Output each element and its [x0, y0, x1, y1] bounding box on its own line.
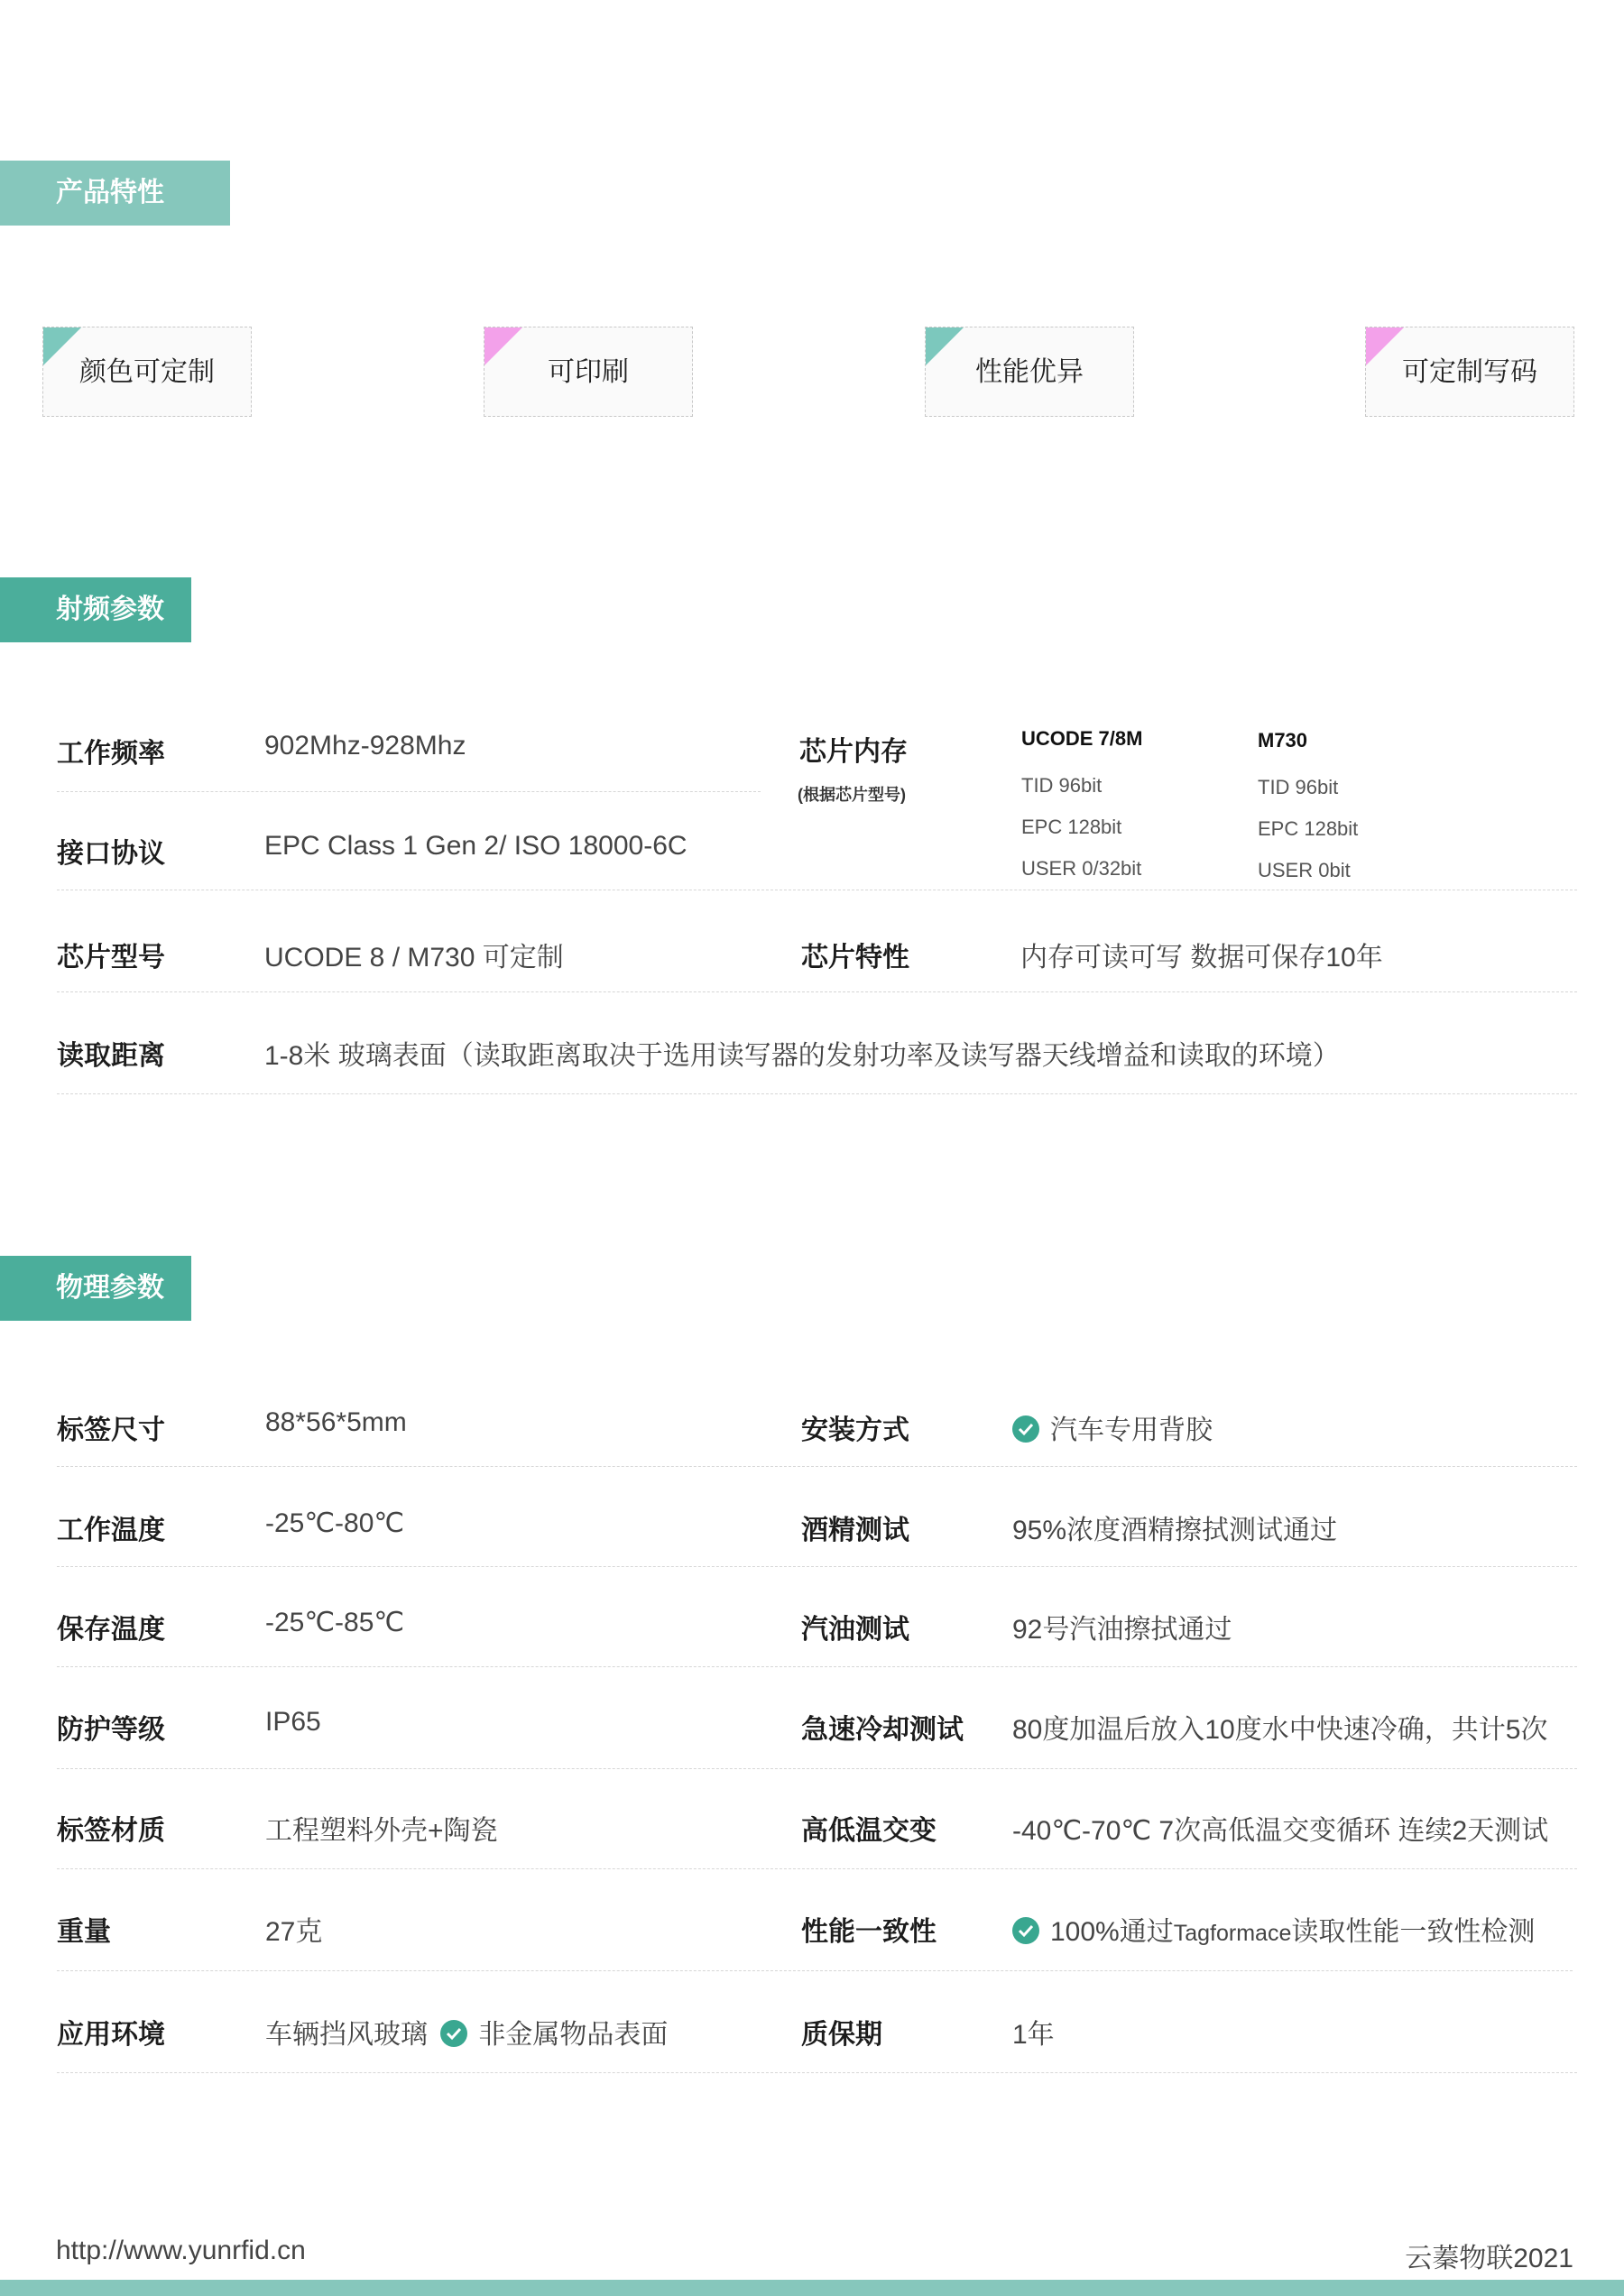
- divider: [57, 1868, 1577, 1869]
- rf-protocol-value: EPC Class 1 Gen 2/ ISO 18000-6C: [264, 831, 687, 861]
- cooling-value: 80度加温后放入10度水中快速冷确，共计5次: [1012, 1715, 1548, 1745]
- chip-a-user: USER 0/32bit: [1021, 857, 1142, 880]
- consistency-value-wrap: [1012, 1909, 1535, 1949]
- chip-b-name: M730: [1258, 729, 1308, 752]
- feature-label: 性能优异: [975, 357, 1084, 387]
- size-label: 标签尺寸: [57, 1415, 165, 1445]
- check-icon: [440, 2020, 467, 2047]
- rf-feature-value: 内存可读可写 数据可保存10年: [1020, 943, 1383, 973]
- rf-freq-value: 902Mhz-928Mhz: [264, 731, 466, 761]
- thermal-value: -40℃-70℃ 7次高低温交变循环 连续2天测试: [1012, 1816, 1549, 1846]
- rf-memory-note: (根据芯片型号): [798, 786, 906, 804]
- work-temp-value: -25℃-80℃: [265, 1508, 405, 1538]
- divider: [57, 991, 1577, 992]
- store-temp-value: -25℃-85℃: [265, 1608, 405, 1637]
- divider: [57, 1466, 1577, 1467]
- install-label: 安装方式: [801, 1415, 909, 1445]
- divider: [57, 791, 761, 792]
- chip-a-tid: TID 96bit: [1021, 774, 1103, 797]
- rf-model-label: 芯片型号: [57, 943, 165, 973]
- consistency-value-a: 100%通过: [1050, 1917, 1174, 1947]
- gasoline-label: 汽油测试: [801, 1615, 909, 1645]
- section-title-features: 产品特性: [0, 161, 230, 226]
- chip-a-name: UCODE 7/8M: [1021, 727, 1143, 750]
- divider: [57, 1093, 1577, 1094]
- check-icon: [1012, 1415, 1039, 1443]
- ip-value: IP65: [265, 1707, 321, 1737]
- env-value-b: 非金属物品表面: [478, 2020, 669, 2050]
- footer-url[interactable]: http://www.yunrfid.cn: [56, 2236, 306, 2265]
- weight-label: 重量: [57, 1917, 111, 1947]
- consistency-value-c: 读取性能一致性检测: [1291, 1917, 1536, 1947]
- material-value: 工程塑料外壳+陶瓷: [265, 1816, 498, 1846]
- store-temp-label: 保存温度: [57, 1615, 165, 1645]
- rf-protocol-label: 接口协议: [57, 839, 165, 869]
- rf-feature-label: 芯片特性: [801, 943, 909, 973]
- chip-b-user: USER 0bit: [1258, 859, 1351, 881]
- env-label: 应用环境: [57, 2020, 165, 2050]
- chip-b-epc: EPC 128bit: [1258, 817, 1359, 840]
- install-value-wrap: [1012, 1407, 1213, 1447]
- divider: [57, 2072, 1577, 2073]
- chip-b-tid: TID 96bit: [1258, 776, 1339, 798]
- rf-model-value: UCODE 8 / M730 可定制: [264, 943, 564, 973]
- ip-label: 防护等级: [57, 1715, 165, 1745]
- thermal-label: 高低温交变: [801, 1816, 937, 1846]
- env-value-wrap: [265, 2012, 668, 2052]
- chip-a-epc: EPC 128bit: [1021, 816, 1122, 838]
- feature-card-print: [484, 327, 693, 417]
- feature-label: 颜色可定制: [79, 357, 215, 387]
- divider: [57, 1768, 1577, 1769]
- alcohol-value: 95%浓度酒精擦拭测试通过: [1012, 1516, 1338, 1545]
- footer-brand: 云蓁物联2021: [1405, 2244, 1573, 2273]
- work-temp-label: 工作温度: [57, 1516, 165, 1545]
- consistency-label: 性能一致性: [801, 1917, 937, 1947]
- section-title-physical: 物理参数: [0, 1256, 191, 1321]
- feature-card-color: [42, 327, 252, 417]
- feature-label: 可印刷: [548, 357, 629, 387]
- check-icon: [1012, 1917, 1039, 1944]
- feature-label: 可定制写码: [1402, 357, 1537, 387]
- feature-card-performance: [925, 327, 1134, 417]
- divider: [57, 1566, 1577, 1567]
- install-value: 汽车专用背胶: [1050, 1415, 1213, 1445]
- divider: [57, 1970, 1573, 1971]
- section-title-rf: 射频参数: [0, 577, 191, 642]
- feature-card-encoding: [1365, 327, 1574, 417]
- rf-range-value: 1-8米 玻璃表面（读取距离取决于选用读写器的发射功率及读写器天线增益和读取的环境）: [264, 1041, 1340, 1071]
- alcohol-label: 酒精测试: [801, 1516, 909, 1545]
- divider: [57, 1666, 1577, 1667]
- gasoline-value: 92号汽油擦拭通过: [1012, 1615, 1232, 1645]
- weight-value: 27克: [265, 1917, 323, 1947]
- warranty-value: 1年: [1012, 2020, 1055, 2050]
- env-value-a: 车辆挡风玻璃: [265, 2020, 428, 2050]
- size-value: 88*56*5mm: [265, 1407, 407, 1437]
- rf-memory-label: 芯片内存: [799, 737, 908, 767]
- material-label: 标签材质: [57, 1816, 165, 1846]
- bottom-bar: [0, 2280, 1624, 2296]
- rf-range-label: 读取距离: [57, 1041, 165, 1071]
- rf-freq-label: 工作频率: [57, 739, 165, 769]
- consistency-value-b: Tagformace: [1173, 1921, 1292, 1946]
- warranty-label: 质保期: [801, 2020, 882, 2050]
- cooling-label: 急速冷却测试: [801, 1715, 964, 1745]
